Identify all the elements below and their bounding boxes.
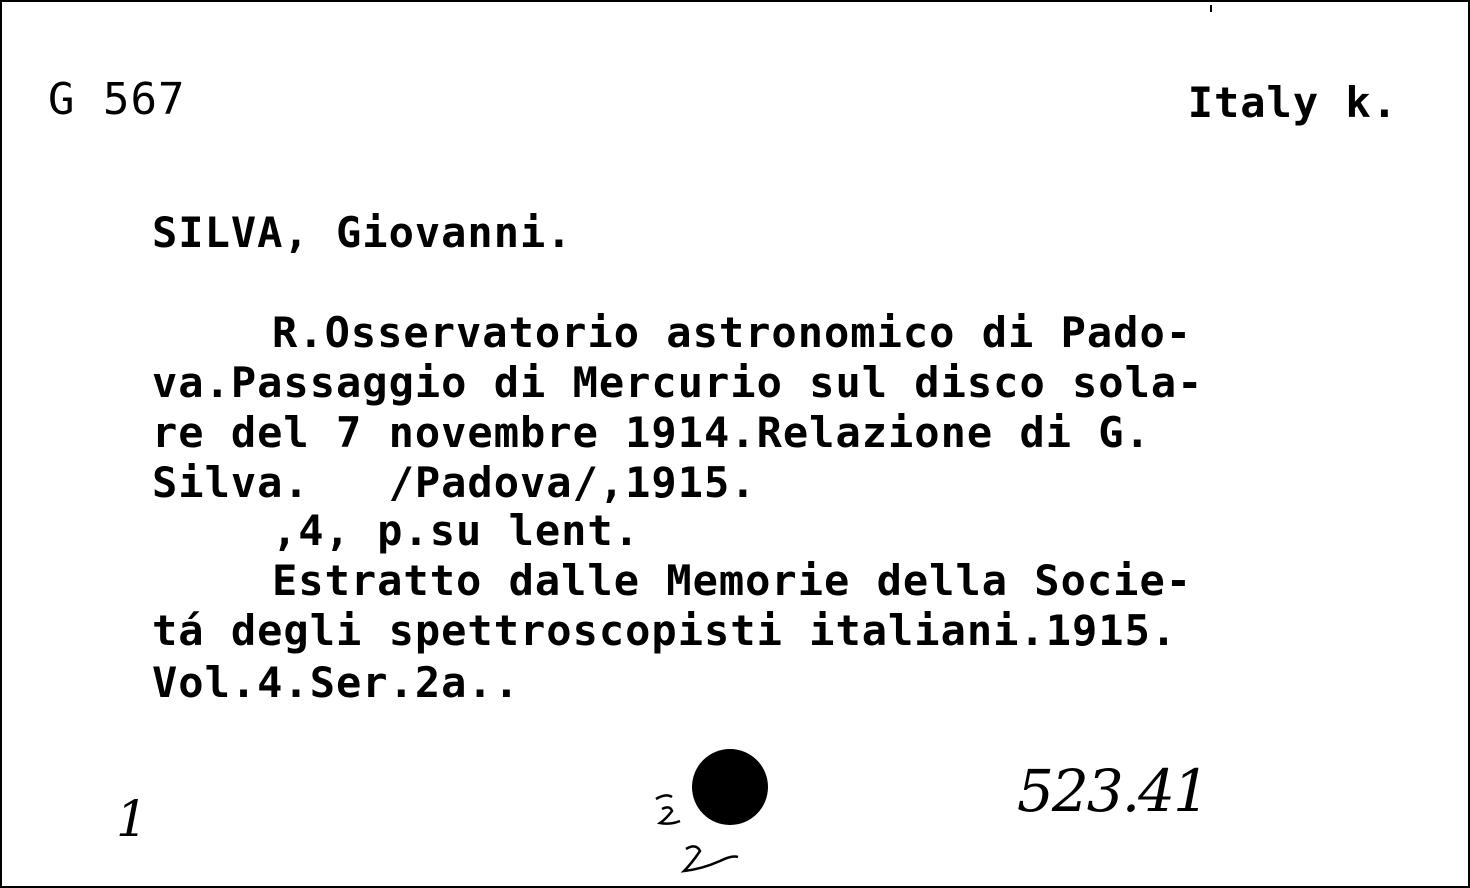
body-line-7: tá degli spettroscopisti italiani.1915. <box>152 606 1178 655</box>
body-line-5: ,4, p.su lent. <box>272 506 641 555</box>
tick-mark <box>1210 5 1212 12</box>
pencil-mark-icon <box>642 787 752 882</box>
body-line-3: re del 7 novembre 1914.Relazione di G. <box>152 408 1151 457</box>
body-line-4: Silva. /Padova/,1915. <box>152 458 757 507</box>
handwritten-number: 1 <box>116 790 148 848</box>
call-number: G 567 <box>48 74 186 125</box>
author-heading: SILVA, Giovanni. <box>152 208 573 257</box>
body-line-6: Estratto dalle Memorie della Socie- <box>272 556 1193 605</box>
body-line-1: R.Osservatorio astronomico di Pado- <box>272 308 1193 357</box>
country-label: Italy k. <box>1187 78 1398 127</box>
body-line-2: va.Passaggio di Mercurio sul disco sola- <box>152 358 1204 407</box>
body-line-8: Vol.4.Ser.2a.. <box>152 658 521 707</box>
handwritten-classification: 523.41 <box>1017 757 1208 825</box>
